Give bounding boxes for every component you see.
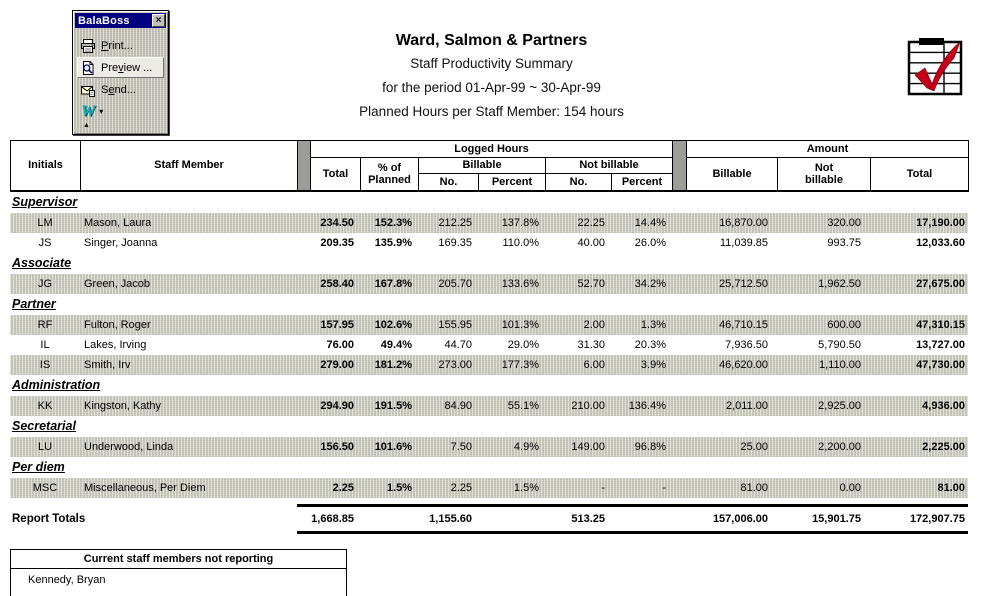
table-row bbox=[10, 478, 968, 498]
cell-pct-planned: 49.4% bbox=[380, 339, 412, 351]
cell-pct-planned: 102.6% bbox=[374, 319, 412, 331]
cell-total-hours: 279.00 bbox=[320, 359, 354, 371]
cell-pct-planned: 191.5% bbox=[374, 400, 412, 412]
cell-notbillable-no: 22.25 bbox=[577, 217, 605, 229]
totals-notbillable-no: 513.25 bbox=[571, 513, 605, 525]
toolbar-titlebar[interactable] bbox=[75, 13, 166, 28]
cell-billable-no: 205.70 bbox=[438, 278, 472, 290]
group-header-not-billable: Not billable bbox=[546, 158, 673, 174]
col-header-amount-billable: Billable bbox=[687, 158, 778, 192]
cell-billable-no: 84.90 bbox=[444, 400, 472, 412]
table-row bbox=[10, 335, 968, 355]
cell-staff-member: Smith, Irv bbox=[84, 359, 131, 371]
cell-notbillable-percent: 26.0% bbox=[634, 237, 666, 249]
cell-amount-billable: 46,620.00 bbox=[719, 359, 768, 371]
cell-notbillable-percent: 96.8% bbox=[634, 441, 666, 453]
cell-amount-billable: 25.00 bbox=[740, 441, 768, 453]
section-heading: Associate bbox=[12, 256, 72, 270]
cell-amount-total: 27,675.00 bbox=[916, 278, 965, 290]
cell-billable-percent: 55.1% bbox=[507, 400, 539, 412]
cell-billable-percent: 29.0% bbox=[507, 339, 539, 351]
cell-amount-total: 4,936.00 bbox=[922, 400, 965, 412]
cell-spacer bbox=[672, 213, 686, 233]
cell-spacer bbox=[672, 315, 686, 335]
cell-notbillable-no: 52.70 bbox=[577, 278, 605, 290]
cell-spacer bbox=[297, 478, 310, 498]
cell-amount-total: 47,310.15 bbox=[916, 319, 965, 331]
cell-billable-no: 7.50 bbox=[450, 441, 472, 453]
table-row bbox=[10, 355, 968, 375]
cell-notbillable-no: 40.00 bbox=[577, 237, 605, 249]
cell-staff-member: Mason, Laura bbox=[84, 217, 152, 229]
cell-staff-member: Singer, Joanna bbox=[84, 237, 158, 249]
col-header-pct-planned: % of Planned bbox=[361, 158, 419, 192]
col-header-staff-member: Staff Member bbox=[81, 141, 298, 192]
close-button[interactable] bbox=[152, 14, 165, 27]
send-label: Send... bbox=[101, 83, 136, 96]
cell-amount-notbillable: 0.00 bbox=[839, 482, 861, 494]
cell-initials: MSC bbox=[32, 482, 58, 494]
not-reporting-name: Kennedy, Bryan bbox=[28, 574, 106, 586]
group-header-amount: Amount bbox=[687, 141, 969, 158]
cell-amount-notbillable: 1,110.00 bbox=[818, 359, 861, 371]
cell-staff-member: Fulton, Roger bbox=[84, 319, 151, 331]
cell-notbillable-percent: 14.4% bbox=[634, 217, 666, 229]
cell-amount-total: 12,033.60 bbox=[916, 237, 965, 249]
col-header-amount-total: Total bbox=[871, 158, 969, 192]
cell-amount-billable: 7,936.50 bbox=[725, 339, 768, 351]
totals-amount-billable: 157,006.00 bbox=[712, 513, 768, 525]
cell-pct-planned: 101.6% bbox=[374, 441, 412, 453]
print-label: Print... bbox=[101, 39, 133, 52]
cell-staff-member: Green, Jacob bbox=[84, 278, 151, 290]
cell-initials: LU bbox=[37, 441, 53, 453]
section-heading: Supervisor bbox=[12, 195, 78, 209]
cell-amount-notbillable: 2,925.00 bbox=[818, 400, 861, 412]
cell-billable-percent: 137.8% bbox=[501, 217, 539, 229]
cell-amount-total: 81.00 bbox=[937, 482, 965, 494]
cell-spacer bbox=[297, 213, 310, 233]
cell-initials: KK bbox=[37, 400, 53, 412]
preview-icon bbox=[80, 60, 96, 76]
cell-initials: JS bbox=[38, 237, 52, 249]
table-row bbox=[10, 233, 968, 253]
cell-staff-member: Lakes, Irving bbox=[84, 339, 147, 351]
cell-pct-planned: 1.5% bbox=[386, 482, 412, 494]
cell-total-hours: 156.50 bbox=[320, 441, 354, 453]
totals-amount-notbillable: 15,901.75 bbox=[812, 513, 861, 525]
cell-notbillable-percent: 136.4% bbox=[628, 400, 666, 412]
cell-billable-percent: 1.5% bbox=[513, 482, 539, 494]
cell-total-hours: 76.00 bbox=[326, 339, 354, 351]
header-separator bbox=[298, 141, 311, 192]
cell-pct-planned: 181.2% bbox=[374, 359, 412, 371]
cell-billable-no: 212.25 bbox=[438, 217, 472, 229]
cell-total-hours: 2.25 bbox=[332, 482, 354, 494]
cell-amount-total: 17,190.00 bbox=[916, 217, 965, 229]
cell-notbillable-percent: 3.9% bbox=[640, 359, 666, 371]
company-name: Ward, Salmon & Partners bbox=[395, 32, 588, 49]
cell-notbillable-no: 2.00 bbox=[583, 319, 605, 331]
table-body bbox=[10, 192, 968, 498]
section-heading: Partner bbox=[12, 297, 56, 311]
report-totals-values bbox=[297, 504, 968, 534]
cell-spacer bbox=[297, 355, 310, 375]
cell-billable-no: 273.00 bbox=[438, 359, 472, 371]
cell-initials: LM bbox=[37, 217, 53, 229]
group-header-logged-hours: Logged Hours bbox=[311, 141, 673, 158]
totals-total-hours: 1,668.85 bbox=[311, 513, 354, 525]
cell-spacer bbox=[297, 396, 310, 416]
cell-amount-billable: 16,870.00 bbox=[719, 217, 768, 229]
cell-amount-total: 2,225.00 bbox=[922, 441, 965, 453]
cell-total-hours: 209.35 bbox=[320, 237, 354, 249]
col-header-billable-percent: Percent bbox=[479, 174, 546, 192]
cell-billable-percent: 110.0% bbox=[502, 237, 539, 249]
cell-spacer bbox=[297, 315, 310, 335]
col-header-total-hours: Total bbox=[311, 158, 361, 192]
report-totals-row bbox=[10, 504, 968, 534]
cell-spacer bbox=[672, 335, 686, 355]
send-icon bbox=[80, 82, 96, 98]
header-separator bbox=[673, 141, 687, 192]
cell-amount-notbillable: 993.75 bbox=[827, 237, 861, 249]
cell-billable-percent: 4.9% bbox=[513, 441, 539, 453]
cell-amount-notbillable: 600.00 bbox=[827, 319, 861, 331]
cell-spacer bbox=[672, 396, 686, 416]
table-row bbox=[10, 396, 968, 416]
section-heading: Administration bbox=[12, 378, 101, 392]
cell-notbillable-percent: 20.3% bbox=[634, 339, 666, 351]
print-button[interactable] bbox=[77, 35, 164, 56]
cell-spacer bbox=[672, 437, 686, 457]
cell-total-hours: 157.95 bbox=[320, 319, 354, 331]
cell-amount-billable: 25,712.50 bbox=[719, 278, 768, 290]
section-heading: Per diem bbox=[12, 460, 65, 474]
cell-notbillable-no: 6.00 bbox=[583, 359, 605, 371]
cell-amount-billable: 46,710.15 bbox=[719, 319, 768, 331]
cell-notbillable-no: 31.30 bbox=[577, 339, 605, 351]
cell-amount-notbillable: 1,962.50 bbox=[818, 278, 861, 290]
grid-checkmark-logo bbox=[905, 32, 967, 100]
table-row bbox=[10, 213, 968, 233]
col-header-amount-not-billable: Not billable bbox=[778, 158, 871, 192]
cell-notbillable-no: 210.00 bbox=[571, 400, 605, 412]
send-button[interactable] bbox=[77, 79, 164, 100]
cell-initials: IL bbox=[40, 339, 50, 351]
cell-amount-notbillable: 320.00 bbox=[827, 217, 861, 229]
col-header-notbillable-percent: Percent bbox=[612, 174, 673, 192]
report-totals-label: Report Totals bbox=[12, 513, 86, 525]
cell-total-hours: 294.90 bbox=[320, 400, 354, 412]
staff-table bbox=[10, 140, 968, 596]
cell-spacer bbox=[297, 274, 310, 294]
cell-pct-planned: 167.8% bbox=[374, 278, 412, 290]
cell-spacer bbox=[672, 478, 686, 498]
cell-notbillable-percent: 34.2% bbox=[634, 278, 666, 290]
chevron-down-icon[interactable]: ▾ bbox=[99, 107, 104, 116]
printer-icon bbox=[80, 38, 96, 54]
toolbar-body bbox=[73, 30, 168, 134]
word-button[interactable] bbox=[77, 101, 164, 121]
cell-billable-no: 44.70 bbox=[444, 339, 472, 351]
not-reporting-title: Current staff members not reporting bbox=[11, 550, 346, 569]
cell-billable-percent: 177.3% bbox=[501, 359, 539, 371]
cell-amount-notbillable: 5,790.50 bbox=[818, 339, 861, 351]
col-header-billable-no: No. bbox=[419, 174, 479, 192]
cell-amount-total: 47,730.00 bbox=[916, 359, 965, 371]
cell-notbillable-percent: - bbox=[662, 482, 666, 494]
report-period: for the period 01-Apr-99 ~ 30-Apr-99 bbox=[382, 80, 601, 95]
col-header-notbillable-no: No. bbox=[546, 174, 612, 192]
preview-button[interactable] bbox=[77, 57, 164, 78]
cell-spacer bbox=[297, 437, 310, 457]
cell-billable-no: 155.95 bbox=[438, 319, 472, 331]
cell-billable-percent: 101.3% bbox=[501, 319, 539, 331]
cell-amount-notbillable: 2,200.00 bbox=[818, 441, 861, 453]
section-heading: Secretarial bbox=[12, 419, 76, 433]
cell-initials: JG bbox=[37, 278, 53, 290]
cell-billable-no: 2.25 bbox=[450, 482, 472, 494]
cell-amount-billable: 11,039.85 bbox=[719, 237, 768, 249]
table-row bbox=[10, 315, 968, 335]
cell-spacer bbox=[297, 335, 310, 355]
cell-initials: IS bbox=[39, 359, 51, 371]
cell-spacer bbox=[672, 355, 686, 375]
more-tools-icon: ▲ bbox=[83, 122, 90, 129]
cell-notbillable-no: 149.00 bbox=[571, 441, 605, 453]
word-icon: W bbox=[81, 103, 96, 120]
cell-amount-billable: 2,011.00 bbox=[725, 400, 768, 412]
cell-staff-member: Underwood, Linda bbox=[84, 441, 174, 453]
cell-staff-member: Miscellaneous, Per Diem bbox=[84, 482, 206, 494]
totals-amount-total: 172,907.75 bbox=[909, 513, 965, 525]
report-subtitle: Staff Productivity Summary bbox=[410, 56, 573, 71]
cell-spacer bbox=[297, 233, 310, 253]
cell-initials: RF bbox=[37, 319, 53, 331]
cell-total-hours: 234.50 bbox=[320, 217, 354, 229]
cell-pct-planned: 135.9% bbox=[374, 237, 412, 249]
table-header bbox=[10, 140, 969, 192]
cell-billable-percent: 133.6% bbox=[501, 278, 539, 290]
table-row bbox=[10, 274, 968, 294]
planned-hours-note: Planned Hours per Staff Member: 154 hours bbox=[359, 104, 624, 119]
toolbar-title: BalaBoss bbox=[78, 14, 130, 27]
cell-notbillable-no: - bbox=[601, 482, 605, 494]
cell-spacer bbox=[672, 274, 686, 294]
totals-billable-no: 1,155.60 bbox=[429, 513, 472, 525]
group-header-billable: Billable bbox=[419, 158, 546, 174]
cell-total-hours: 258.40 bbox=[320, 278, 354, 290]
cell-notbillable-percent: 1.3% bbox=[640, 319, 666, 331]
cell-billable-no: 169.35 bbox=[438, 237, 472, 249]
col-header-initials: Initials bbox=[11, 141, 81, 192]
cell-pct-planned: 152.3% bbox=[374, 217, 412, 229]
balaboss-toolbar bbox=[72, 10, 169, 135]
cell-spacer bbox=[672, 233, 686, 253]
not-reporting-box bbox=[10, 549, 347, 596]
table-row bbox=[10, 437, 968, 457]
cell-amount-total: 13,727.00 bbox=[916, 339, 965, 351]
not-reporting-list bbox=[11, 569, 346, 596]
cell-staff-member: Kingston, Kathy bbox=[84, 400, 162, 412]
close-icon: × bbox=[155, 14, 162, 26]
preview-label: Preview ... bbox=[101, 61, 153, 74]
cell-amount-billable: 81.00 bbox=[740, 482, 768, 494]
